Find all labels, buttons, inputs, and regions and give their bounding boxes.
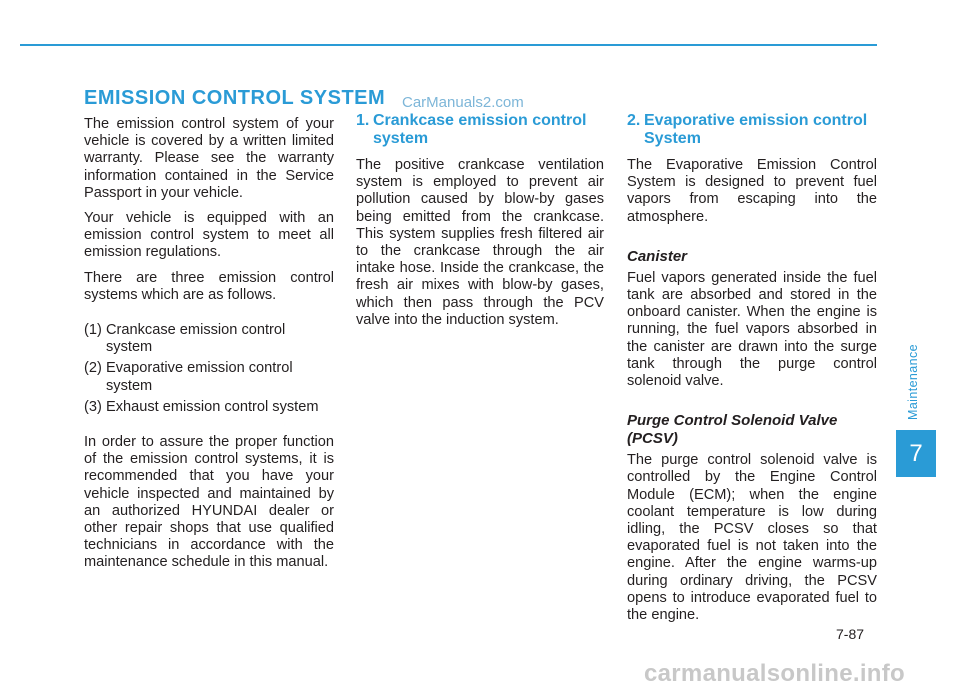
- paragraph: In order to assure the proper function of the emission control systems, it is recommended that you have your vehicle inspected and maintained by an authorized HYUNDAI dealer or other repair shops that use qualified technicians in accordance with the maintenance schedule in this manual.: [84, 434, 334, 571]
- page-number: 7-87: [836, 626, 865, 642]
- emission-systems-list: [84, 322, 334, 416]
- paragraph: The purge control solenoid valve is controlled by the Engine Control Module (ECM); when the engine coolant temperature is low during idling, the PCSV closes so that evaporated fuel is not taken into the engine. After the engine warms-up during ordinary driving, the PCSV opens to introduce evaporated fuel to the engine.: [627, 452, 877, 624]
- chapter-tab: 7: [896, 430, 936, 477]
- paragraph: Your vehicle is equipped with an emission control system to meet all emission regulations.: [84, 210, 334, 261]
- list-item: (2) Evaporative emission control system: [84, 360, 293, 394]
- section-heading: 1. Crankcase emission control system: [356, 112, 587, 147]
- footer-watermark[interactable]: carmanualsonline.info: [644, 660, 906, 687]
- column-2: [356, 112, 604, 329]
- page-title: EMISSION CONTROL SYSTEM: [84, 87, 386, 109]
- subheading: Canister: [627, 247, 688, 265]
- list-item: (3) Exhaust emission control system: [84, 398, 319, 415]
- subheading: Purge Control Solenoid Valve (PCSV): [627, 412, 838, 448]
- column-3: [627, 112, 877, 624]
- paragraph: Fuel vapors generated inside the fuel tank are absorbed and stored in the onboard canister. When the engine is running, the fuel vapors absorbed in the canister are drawn into the surge tank through the purge control solenoid valve.: [627, 269, 877, 390]
- paragraph: There are three emission control systems which are as follows.: [84, 269, 334, 303]
- list-item: (1) Crankcase emission control system: [84, 322, 286, 356]
- watermark-link[interactable]: CarManuals2.com: [402, 94, 524, 111]
- top-rule: [20, 44, 877, 46]
- column-1: [84, 116, 334, 572]
- paragraph: The Evaporative Emission Control System is designed to prevent fuel vapors from escaping into the atmosphere.: [627, 157, 877, 225]
- section-side-label: Maintenance: [906, 344, 920, 420]
- section-heading: 2. Evaporative emission control System: [627, 112, 868, 147]
- paragraph: The emission control system of your vehicle is covered by a written limited warranty. Please see the warranty information contained in the Service Passport in your vehicle.: [84, 116, 334, 201]
- paragraph: The positive crankcase ventilation system is employed to prevent air pollution caused by blow-by gases being emitted from the crankcase. This system supplies fresh filtered air to the crankcase through the air intake hose. Inside the crankcase, the fresh air mixes with blow-by gases, which then pass through the PCV valve into the induction system.: [356, 157, 604, 328]
